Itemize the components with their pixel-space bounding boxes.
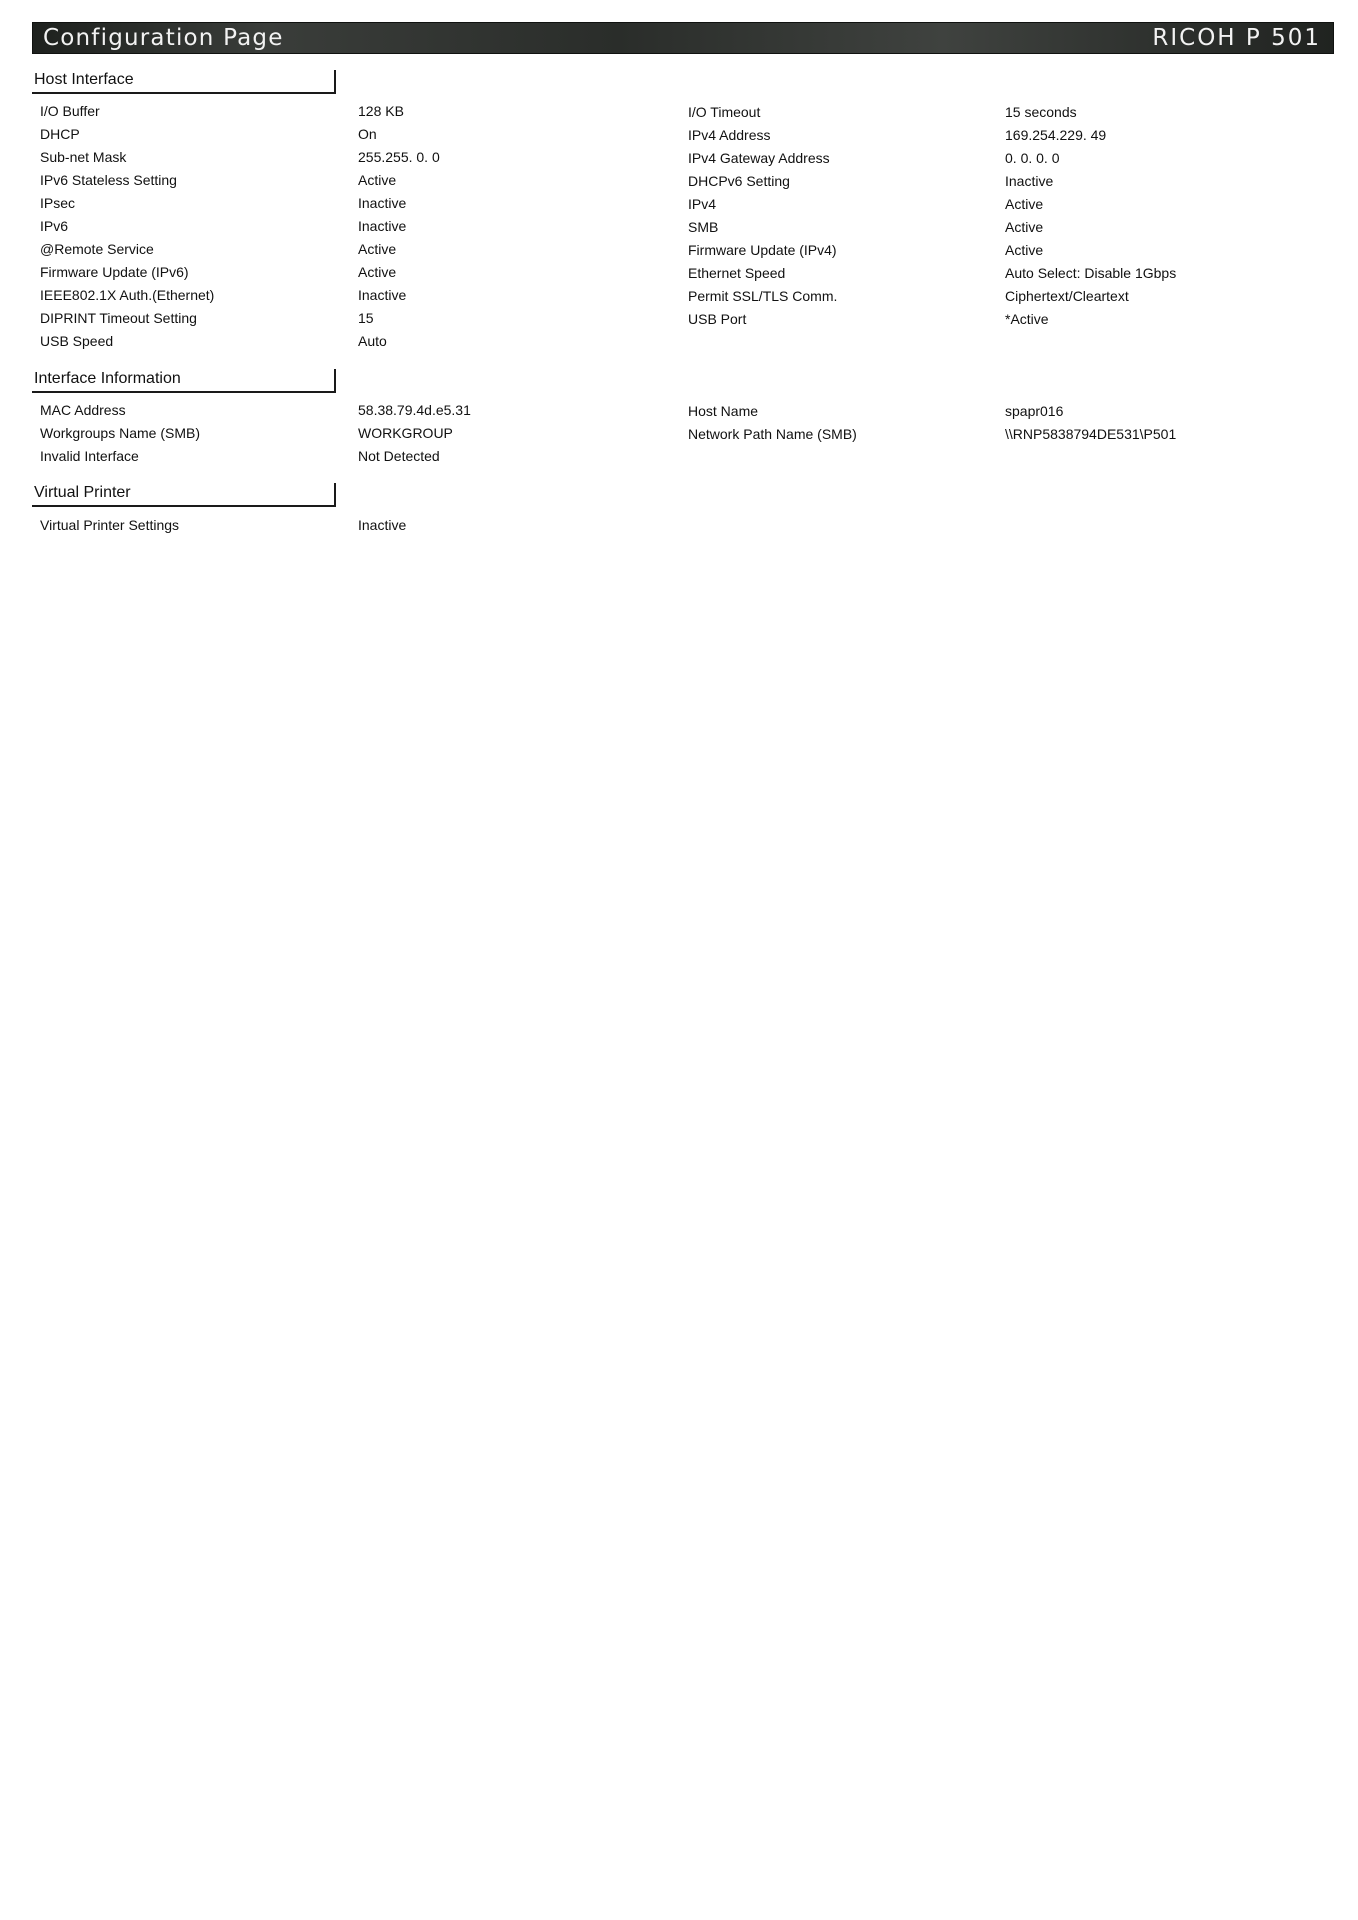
page-title: Configuration Page — [43, 25, 284, 51]
section-heading-virtual-printer — [32, 483, 336, 507]
section-title: Interface Information — [34, 370, 181, 387]
setting-label: SMB — [688, 219, 719, 235]
setting-label: Firmware Update (IPv4) — [688, 242, 837, 258]
setting-value: On — [358, 126, 377, 142]
setting-value: Active — [1005, 196, 1044, 212]
setting-label: @Remote Service — [40, 241, 154, 257]
setting-label: DIPRINT Timeout Setting — [40, 310, 197, 326]
setting-label: Invalid Interface — [40, 448, 139, 464]
setting-label: Host Name — [688, 403, 759, 419]
setting-label: I/O Timeout — [688, 104, 761, 120]
setting-value: Active — [358, 264, 397, 280]
setting-label: DHCP — [40, 126, 80, 142]
setting-value: spapr016 — [1005, 403, 1064, 419]
setting-label: IPv6 Stateless Setting — [40, 172, 177, 188]
setting-label: IPv4 Gateway Address — [688, 150, 830, 166]
setting-value: 0. 0. 0. 0 — [1005, 150, 1060, 166]
setting-value: Active — [358, 172, 397, 188]
setting-label: Virtual Printer Settings — [40, 517, 180, 533]
setting-value: Auto — [358, 333, 387, 349]
setting-label: Permit SSL/TLS Comm. — [688, 288, 838, 304]
setting-label: USB Port — [688, 311, 747, 327]
setting-label: Sub-net Mask — [40, 149, 127, 165]
printer-model: RICOH P 501 — [1152, 25, 1321, 51]
setting-label: IPv4 Address — [688, 127, 771, 143]
setting-value: Inactive — [358, 287, 407, 303]
setting-value: Active — [1005, 219, 1044, 235]
setting-label: IEEE802.1X Auth.(Ethernet) — [40, 287, 215, 303]
setting-value: Inactive — [358, 517, 407, 533]
setting-value: Not Detected — [358, 448, 440, 464]
setting-label: MAC Address — [40, 402, 126, 418]
setting-value: \\RNP5838794DE531\P501 — [1005, 426, 1177, 442]
setting-label: Firmware Update (IPv6) — [40, 264, 189, 280]
setting-label: Ethernet Speed — [688, 265, 786, 281]
setting-label: I/O Buffer — [40, 103, 100, 119]
setting-value: *Active — [1005, 311, 1049, 327]
setting-value: 58.38.79.4d.e5.31 — [358, 402, 471, 418]
setting-label: IPv4 — [688, 196, 717, 212]
section-heading-interface-information — [32, 369, 336, 393]
setting-value: Inactive — [1005, 173, 1054, 189]
setting-value: 15 — [358, 310, 374, 326]
setting-value: 255.255. 0. 0 — [358, 149, 440, 165]
setting-label: Network Path Name (SMB) — [688, 426, 857, 442]
setting-value: WORKGROUP — [358, 425, 453, 441]
section-title: Virtual Printer — [34, 484, 131, 501]
setting-value: Active — [358, 241, 397, 257]
section-heading-host-interface — [32, 70, 336, 94]
setting-value: Inactive — [358, 218, 407, 234]
section-title: Host Interface — [34, 71, 134, 88]
setting-label: IPsec — [40, 195, 76, 211]
setting-label: DHCPv6 Setting — [688, 173, 790, 189]
setting-value: Auto Select: Disable 1Gbps — [1005, 265, 1177, 281]
setting-value: 128 KB — [358, 103, 404, 119]
setting-value: Inactive — [358, 195, 407, 211]
setting-label: Workgroups Name (SMB) — [40, 425, 201, 441]
setting-label: IPv6 — [40, 218, 69, 234]
setting-value: 169.254.229. 49 — [1005, 127, 1107, 143]
setting-label: USB Speed — [40, 333, 114, 349]
page-banner — [32, 22, 1334, 54]
setting-value: Active — [1005, 242, 1044, 258]
setting-value: 15 seconds — [1005, 104, 1077, 120]
setting-value: Ciphertext/Cleartext — [1005, 288, 1129, 304]
